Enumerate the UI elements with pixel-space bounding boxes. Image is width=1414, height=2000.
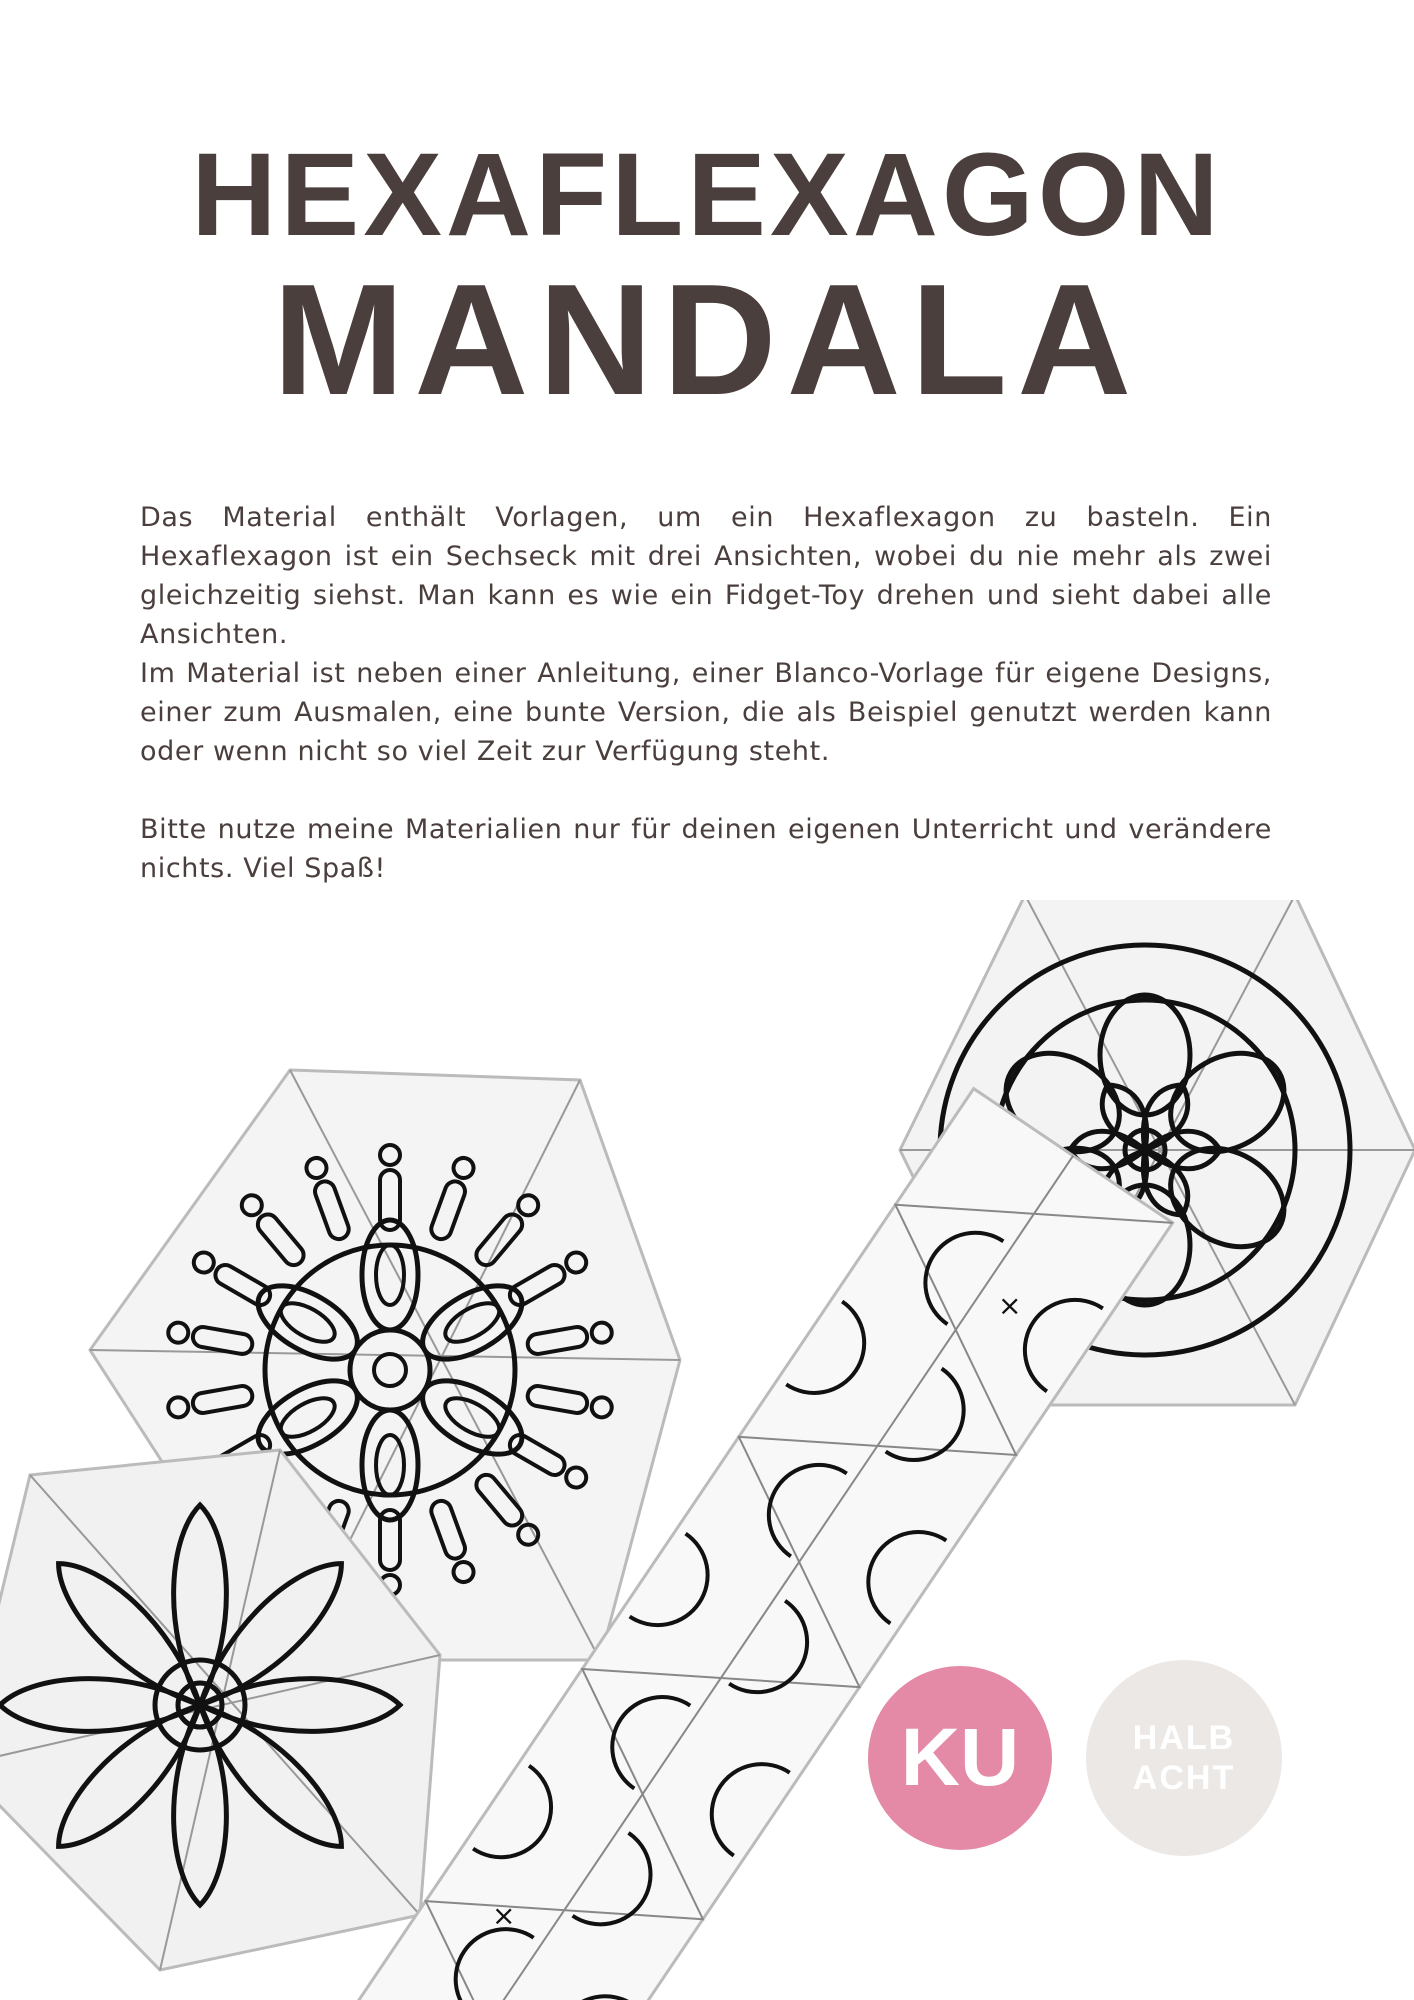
ku-logo-badge [862, 1660, 1058, 1856]
strip-mark-top: × [998, 1289, 1022, 1322]
intro-paragraph-3: Bitte nutze meine Materialien nur für deinen eigenen Unterricht und verändere nichts. Viel Spaß! [140, 814, 1272, 884]
intro-paragraph-2: Im Material ist neben einer Anleitung, einer Blanco-Vorlage für eigene Designs, einer zum Ausmalen, eine bunte Version, die als Beispiel genutzt werden kann oder wenn nicht so viel Zeit zur Verfügung steht. [140, 658, 1272, 767]
title-line-1: HEXAFLEXAGON [191, 129, 1223, 261]
halbacht-logo-line-2: ACHT [1132, 1759, 1236, 1797]
halbacht-logo-line-1: HALB [1132, 1719, 1236, 1757]
title-line-2: MANDALA [272, 252, 1142, 428]
ku-logo-text: KU [900, 1712, 1020, 1803]
intro-paragraph-1: Das Material enthält Vorlagen, um ein Hexaflexagon zu basteln. Ein Hexaflexagon ist ein Sechseck mit drei Ansichten, wobei du nie mehr als zwei gleichzeitig siehst. Man kann es wie ein Fidget-Toy drehen und sieht dabei alle Ansichten. [140, 502, 1272, 650]
halbacht-logo-badge [1086, 1660, 1282, 1856]
strip-mark-bottom: × [492, 1899, 516, 1932]
intro-text [140, 498, 1272, 888]
